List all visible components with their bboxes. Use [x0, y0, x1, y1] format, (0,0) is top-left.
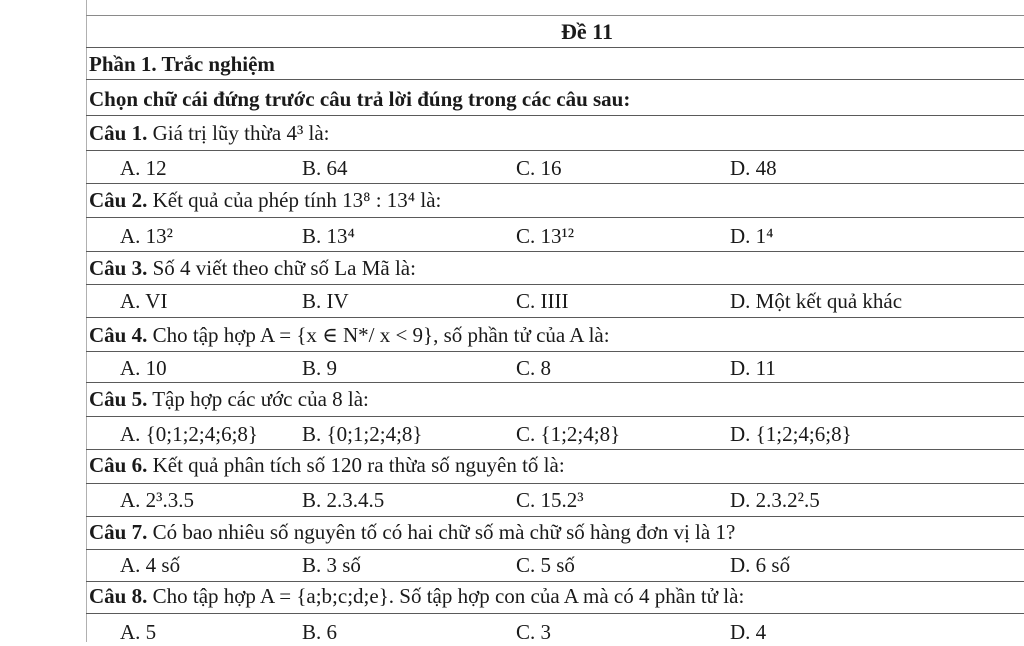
question-row: [86, 450, 1024, 484]
question-body: Kết quả phân tích số 120 ra thừa số nguyên tố là:: [147, 453, 565, 477]
option-a: A. 2³.3.5: [120, 488, 194, 512]
question-row: [86, 383, 1024, 417]
option-b: B. {0;1;2;4;8}: [302, 422, 423, 446]
question-text: [89, 385, 369, 413]
instruction-row: [86, 80, 1024, 116]
option-d: D. 1⁴: [730, 224, 774, 248]
question-text: [89, 186, 441, 214]
question-body: Giá trị lũy thừa 4³ là:: [147, 121, 330, 145]
option-d: D. Một kết quả khác: [730, 289, 903, 313]
option-b: B. 6: [302, 620, 338, 644]
question-row: [86, 252, 1024, 285]
instruction-text: Chọn chữ cái đứng trước câu trả lời đúng trong các câu sau:: [89, 87, 631, 111]
option-b: B. IV: [302, 289, 349, 313]
option-c: C. {1;2;4;8}: [516, 422, 621, 446]
options-row: [86, 614, 1024, 642]
options-row: [86, 218, 1024, 252]
question-label: Câu 4.: [89, 323, 148, 347]
option-b: B. 9: [302, 356, 338, 380]
question-row: [86, 116, 1024, 151]
option-b: B. 13⁴: [302, 224, 355, 248]
options-row: [86, 484, 1024, 517]
question-row: [86, 184, 1024, 218]
question-body: Có bao nhiêu số nguyên tố có hai chữ số mà chữ số hàng đơn vị là 1?: [147, 520, 736, 544]
question-label: Câu 2.: [89, 188, 148, 212]
question-body: Cho tập hợp A = {a;b;c;d;e}. Số tập hợp con của A mà có 4 phần tử là:: [147, 584, 745, 608]
option-a: A. 10: [120, 356, 167, 380]
options-row: [86, 151, 1024, 184]
question-text: [89, 321, 610, 349]
question-body: Tập hợp các ước của 8 là:: [147, 387, 369, 411]
question-row: [86, 517, 1024, 550]
question-text: [89, 119, 330, 147]
question-label: Câu 7.: [89, 520, 148, 544]
section-row: [86, 48, 1024, 80]
question-text: [89, 254, 416, 282]
option-d: D. 6 số: [730, 553, 791, 577]
options-row: [86, 417, 1024, 450]
option-c: C. 5 số: [516, 553, 575, 577]
option-c: C. 16: [516, 156, 562, 180]
section-heading: Phần 1. Trắc nghiệm: [89, 52, 275, 76]
option-c: C. 13¹²: [516, 224, 575, 248]
exam-title: Đề 11: [561, 19, 613, 44]
question-body: Kết quả của phép tính 13⁸ : 13⁴ là:: [147, 188, 442, 212]
option-d: D. 11: [730, 356, 776, 380]
question-body: Cho tập hợp A = {x ∈ N*/ x < 9}, số phần tử của A là:: [147, 323, 610, 347]
question-label: Câu 8.: [89, 584, 148, 608]
title-row: [86, 16, 1024, 48]
option-a: A. 5: [120, 620, 157, 644]
options-row: [86, 550, 1024, 582]
option-c: C. 8: [516, 356, 552, 380]
option-d: D. {1;2;4;6;8}: [730, 422, 852, 446]
option-c: C. IIII: [516, 289, 569, 313]
question-row: [86, 582, 1024, 614]
option-d: D. 48: [730, 156, 777, 180]
question-label: Câu 1.: [89, 121, 148, 145]
question-label: Câu 3.: [89, 256, 148, 280]
question-text: [89, 451, 565, 479]
option-c: C. 15.2³: [516, 488, 584, 512]
option-d: D. 2.3.2².5: [730, 488, 820, 512]
option-b: B. 2.3.4.5: [302, 488, 385, 512]
option-a: A. VI: [120, 289, 168, 313]
option-a: A. {0;1;2;4;6;8}: [120, 422, 258, 446]
option-d: D. 4: [730, 620, 767, 644]
question-label: Câu 5.: [89, 387, 148, 411]
option-b: B. 64: [302, 156, 348, 180]
option-a: A. 12: [120, 156, 167, 180]
option-a: A. 13²: [120, 224, 173, 248]
question-label: Câu 6.: [89, 453, 148, 477]
question-text: [89, 518, 735, 546]
option-a: A. 4 số: [120, 553, 181, 577]
question-row: [86, 318, 1024, 352]
options-row: [86, 352, 1024, 383]
question-body: Số 4 viết theo chữ số La Mã là:: [147, 256, 416, 280]
options-row: [86, 285, 1024, 318]
option-c: C. 3: [516, 620, 552, 644]
question-text: [89, 582, 744, 610]
option-b: B. 3 số: [302, 553, 361, 577]
